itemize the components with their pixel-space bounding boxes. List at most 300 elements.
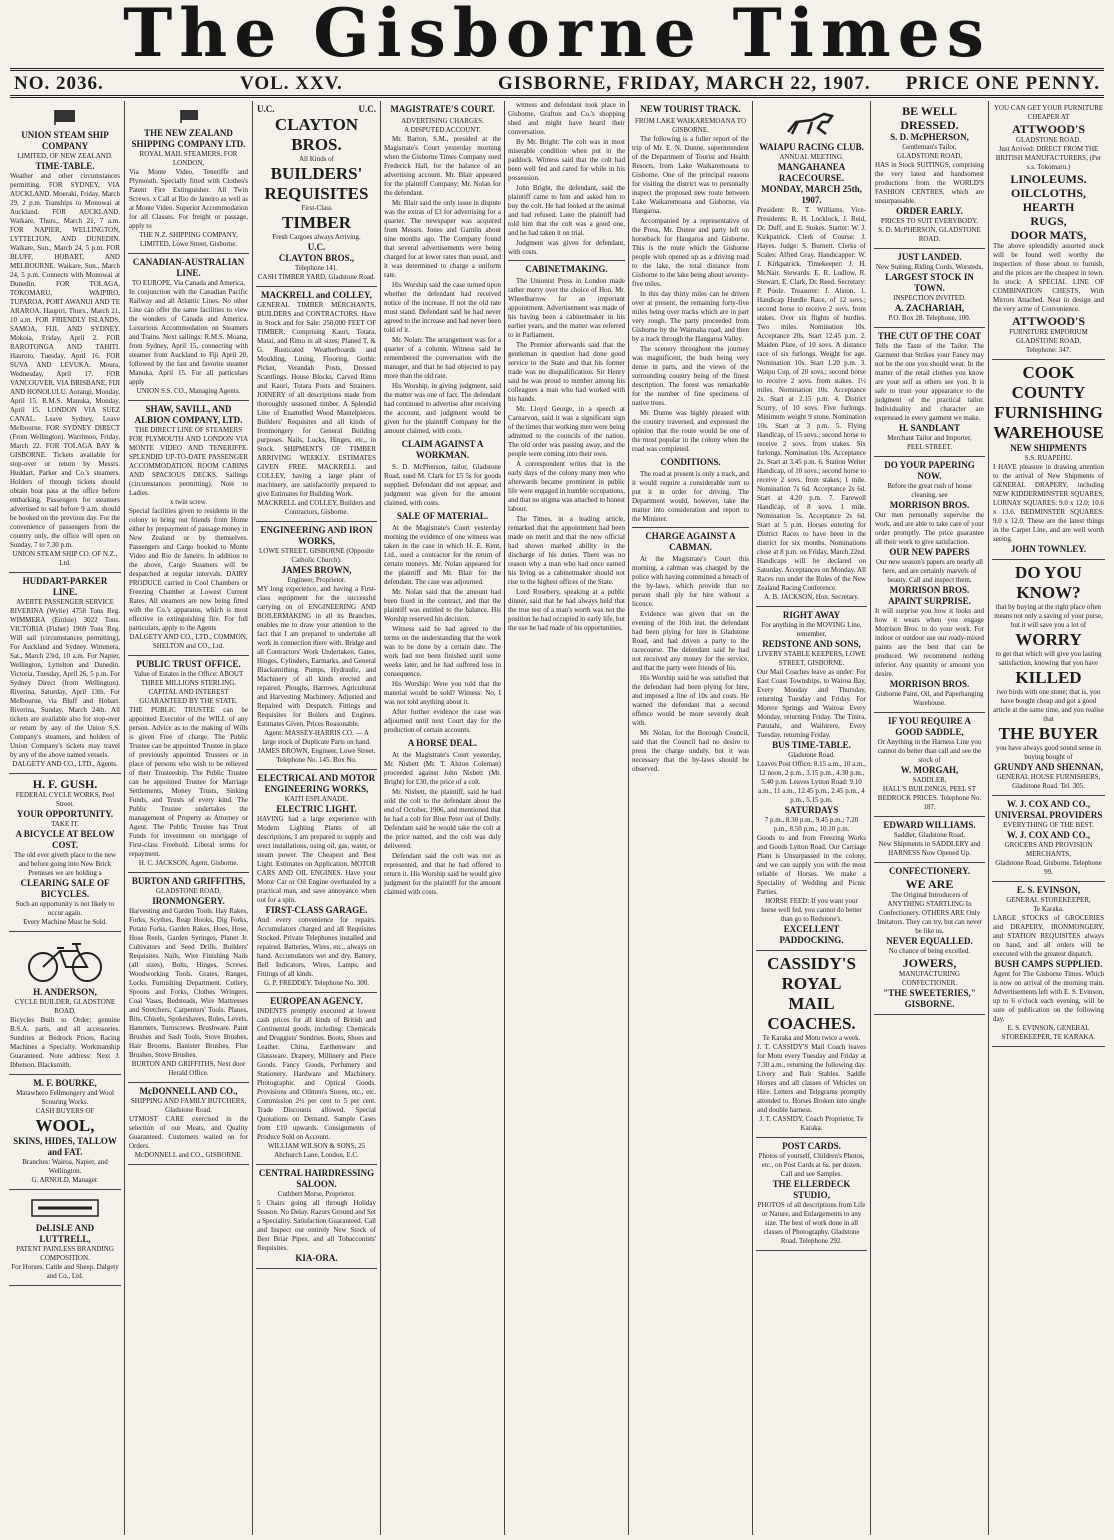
- ad-body: Bicycles Built to Order; genuine B.S.A. parts, and all accessories. Sundries at Bedrock Prices. Racing Machines a Specialty. Workmanship Guaranteed. Note address: Next J. Ibbetson, Blacksmith.: [10, 1016, 120, 1069]
- article-paragraph: Mr. Nolan said that the amount had been fixed in the contract, and that the plaintiff was entitled to the balance. His Worship reserved his decision.: [384, 588, 501, 623]
- ad-jowers: [874, 863, 985, 1015]
- column-1: [6, 101, 124, 1535]
- article-paragraph: Mr. Barton, S.M., presided at the Magistrate's Court yesterday morning when the Gisborne Times Company sued Frederick Hall, for the balance of an advertising account. Mr. Blair appeared for the plaintiff Company; Mr. Nolan for the defendant.: [384, 135, 501, 197]
- ad-public-trust: [128, 656, 249, 873]
- ad-line: x twin screw.: [169, 498, 208, 506]
- ad-title: REDSTONE AND SONS,: [762, 639, 861, 649]
- ad-delisle: [9, 1190, 121, 1286]
- ad-canadian-australian: [128, 254, 249, 401]
- column-fade: [629, 1511, 752, 1535]
- horse-icon: [782, 108, 842, 138]
- ad-heading: ENGINEERING AND IRON WORKS,: [260, 525, 373, 546]
- ad-body: that by buying at the right place often means not only a saving of your purse, but it will save you a lot of: [994, 603, 1103, 629]
- column-fade: [989, 1511, 1108, 1535]
- ad-subtitle: LIMITED, OF NEW ZEALAND.: [17, 152, 113, 160]
- ad-line: All Kinds of: [299, 155, 334, 163]
- ad-name: MORRISON BROS.: [889, 585, 970, 595]
- ad-body: Or Anything in the Harness Line you cannot do better than call and see the stock of: [877, 738, 982, 764]
- article-subheading: SALE OF MATERIAL.: [396, 511, 489, 521]
- ad-name: MORRISON BROS.: [889, 679, 970, 689]
- ad-line: GENERAL STOREKEEPER,: [1006, 896, 1091, 904]
- dateline-bar: [10, 68, 1104, 98]
- ad-title: THE ELLERDECK STUDIO,: [772, 1179, 851, 1200]
- ad-subtitle: LOWE STREET, GISBORNE (Opposite Catholic Church).: [259, 547, 374, 564]
- ad-title: COOK: [1022, 363, 1075, 382]
- ad-mcpherson: [874, 101, 985, 249]
- ad-bourke: [9, 1075, 121, 1190]
- article-paragraph: At the Magistrate's Court this morning, a cabman was charged by the police with having committed a breach of the by-laws, which provide that no person shall ply for hire without a licence.: [632, 555, 749, 608]
- ad-line: Gladstone Road, Gisborne. Telephone 99.: [995, 859, 1102, 876]
- ad-name: MORRISON BROS.: [889, 500, 970, 510]
- ad-heading: DO YOU KNOW?: [1015, 563, 1082, 602]
- ad-signature: THE N.Z. SHIPPING COMPANY, LIMITED, Lowe Street, Gisborne.: [139, 231, 238, 248]
- ad-title: COACHES.: [767, 1014, 856, 1033]
- ad-top-row: [257, 104, 376, 115]
- ad-signature: G. P. FREDDEY. Telephone No. 300.: [263, 979, 370, 987]
- column-2: [124, 101, 252, 1535]
- ad-title: McDONNELL AND CO.,: [139, 1086, 238, 1096]
- ad-line: SADDLER,: [912, 776, 947, 784]
- column-fade: [125, 1511, 252, 1535]
- ad-nz-shipping: [128, 101, 249, 254]
- article-paragraph: Mr. Blair said the only issue in dispute was the extras of £3 for advertising for a quarter. The newspaper was acquired from Messrs. Jones and Gamlin about nine months ago. The Company found that several advertisements were being charged for at lower rates than usual, and it was determined to charge a uniform rate.: [384, 199, 501, 279]
- ad-heading: IRONMONGERY.: [152, 896, 225, 906]
- article-subheading: A HORSE DEAL.: [407, 738, 478, 748]
- ad-subtitle: CYCLE BUILDER, GLADSTONE ROAD.: [14, 998, 116, 1015]
- ad-line: Fresh Cargoes always Arriving.: [272, 233, 361, 241]
- ad-title: CASSIDY'S: [767, 954, 856, 973]
- ad-body: HAVING had a large experience with Modern Lighting Plants of all descriptions, I am prepared to supply and erect installations, using oil, gas, water, or steam power. The Cheapest and Best Light. Estimates on Application. MOTOR CARS AND OIL ENGINES. Have your Motor Car or Oil Engine overhauled by a practical man, and save annoyance when out for a spin.: [257, 815, 376, 904]
- article-paragraph: At the Magistrate's Court yesterday, Mr. Nisbett (Mr. T. Alston Coleman) proceeded against John Nisbett (Mr. Bright) for £30, the price of a colt.: [384, 751, 501, 786]
- ad-heading: FIRST-CLASS GARAGE.: [265, 905, 368, 915]
- column-7: [752, 101, 870, 1535]
- article-paragraph: John Bright, the defendant, said the plaintiff came to him and asked him to buy the colt. He had looked at the animal and had refused. Later the plaintiff had told him that the colt was a good one, and he had taken it on trial.: [508, 184, 625, 237]
- ad-heading: POST CARDS.: [782, 1141, 841, 1151]
- ad-signature: UNION STEAM SHIP CO. OF N.Z., Ltd.: [12, 550, 118, 567]
- ad-line: MANUFACTURING CONFECTIONER.: [899, 970, 960, 987]
- ad-heading: KILLED: [1015, 668, 1082, 687]
- article-paragraph: By Mr. Bright: The colt was in most miserable condition when put in the paddock. Witness said that the colt had been well fed and cared for while in his possession.: [508, 138, 625, 182]
- ad-signature: DALGETY AND CO., LTD., COMMON, SHELTON and CO., Ltd.: [129, 633, 248, 650]
- article-subheading: ADVERTISING CHARGES.: [401, 117, 484, 125]
- column-fade: [871, 1511, 988, 1535]
- bicycle-icon: [26, 939, 104, 983]
- ad-heading: MONDAY, MARCH 25th, 1907.: [761, 184, 862, 205]
- columns: [6, 101, 1108, 1535]
- article-paragraph: Mr. Nolan: The arrangement was for a quarter of a column. Witness said he remembered the conversation with the manager, and that he had objected to pay more than the old rate.: [384, 336, 501, 380]
- ad-line: For anything in the MOVING Line, remember,: [761, 621, 862, 638]
- ad-subtitle: FEDERAL CYCLE WORKS, Peel Street.: [15, 791, 115, 808]
- ad-james-brown: [256, 522, 377, 770]
- ad-redstone: [756, 607, 867, 951]
- article-paragraph: After further evidence the case was adjourned until next Court day for the production of certain accounts.: [384, 708, 501, 734]
- ad-mcdonnell: [128, 1083, 249, 1165]
- bus-times: 7 p.m., 8.30 p.m., 9.45 p.m.; 7.20 p.m., 8.50 p.m., 10.10 p.m.: [764, 816, 859, 833]
- ad-body: UTMOST CARE exercised in the selection of our Meats, and Quality Guaranteed. Customers waited on for Orders.: [129, 1115, 248, 1150]
- ad-name: E. S. EVINSON,: [1016, 885, 1081, 895]
- ad-body: In conjunction with the Canadian Pacific Railway and all Atlantic Lines. No other Line can offer the same facilities to view the wonders of Canada and America. Luxurious Accommodation on Steamers and Trains. Next sailings: R.M.S. Moana, from Sydney, April 15, connecting with steamer from Auckland to Fiji April 20, followed by the fast and favorite steamer Manuka, April 15. For all particulars apply: [129, 288, 248, 386]
- ad-hairdressing: [256, 1165, 377, 1269]
- article-paragraph: S. D. McPherson, tailor, Gladstone Road, sued M. Clark for £5 5s for goods supplied. Defendant did not appear, and judgment was given for the amount claimed, with costs.: [384, 463, 501, 507]
- ad-title: THE NEW ZEALAND SHIPPING COMPANY LTD.: [131, 128, 246, 149]
- ad-heading: OUR NEW PAPERS: [889, 547, 970, 557]
- ad-name: W. MORGAH,: [900, 765, 959, 775]
- ad-heading: LARGEST STOCK IN TOWN.: [885, 272, 974, 293]
- ad-edward-williams: [874, 817, 985, 863]
- article-heading: CHARGE AGAINST A CABMAN.: [645, 531, 736, 552]
- ad-heading: BUILDERS': [270, 164, 363, 183]
- ad-line: First-Class: [301, 204, 332, 212]
- ad-line: Every Machine Must be Sold.: [23, 918, 107, 926]
- article-paragraph: Judgment was given for defendant, with costs.: [508, 239, 625, 256]
- ad-body: THE PUBLIC TRUSTEE can be appointed Executor of the WILL of any person. Advice as to the making of Wills is given Free of charge. The Public Trustee can be appointed Trustee in place of previously appointed Trustees or in place of persons who wish to be relieved of their Trusteeship. The Public Trustee can be appointed Trustee for Marriage Settlements, Money Trusts, Sinking Funds, and Trusts of every kind. The Public Trustee undertakes the management of Property as Attorney or Agent. The Public Trustee has Trust Funds for investment on mortgage of First-class Freehold. Liberal terms for repayment.: [129, 706, 248, 858]
- ad-subtitle: Matawhero Fellmongery and Wool Scouring Works.: [16, 1089, 114, 1106]
- article-paragraph: His Worship: Were you told that the material would be sold? Witness: No, I was not told anything about it.: [384, 680, 501, 706]
- ad-body: Special facilities given to residents in the colony to bring out friends from Home either by prepayment of passage money in New Zealand or by themselves. Passengers and Cargo booked to Monte Video and Rio de Janeiro. In addition to the above, Cargo Steamers will be despatched at regular intervals. DAIRY PRODUCE carried in Cool Chambers or Freezing Chamber at Lowest Current Rates. All steamers are now being fitted with the Co.'s apparatus, which is most effective in extinguishing fire. For full particulars, apply to the Agents: [129, 507, 248, 632]
- ad-huddart-parker: [9, 573, 121, 774]
- ad-body: MY long experience, and having a First-class equipment for the successful carrying on of ENGINEERING AND BOILERMAKING in all its Branches, enables me to draw your attention to the fact that I am prepared to undertake all work in connection there with. Bridge and all Contractors' Work Undertaken. Gates, Hinges, Cylinders, Earmarks, and General Blacksmithing. Pumps, Hydraulic, and Machinery of all kinds erected and repaired. Ploughs, Harrows, Agricultural and Harvesting Machinery. Adjusted and Repaired with Despatch. Fittings and Requisites for Boilers and Engines. Estimates Given. Prices Reasonable.: [257, 585, 376, 728]
- ad-sandlant: [874, 328, 985, 457]
- ad-line: YOU CAN GET YOUR FURNITURE CHEAPER AT: [993, 104, 1104, 121]
- article-paragraph: His Worship said the case turned upon whether the defendant had received notice of the increase. If not the old rate must stand. Defendant said he had never agreed to the increase and had never been told of it.: [384, 281, 501, 334]
- masthead: [0, 0, 1114, 72]
- ad-title: CLAYTON BROS.: [274, 115, 359, 154]
- ad-grundy-shennan: [992, 560, 1105, 796]
- ad-heading: SATURDAYS: [784, 805, 839, 815]
- ad-subtitle: AVERTE PASSENGER SERVICE: [16, 598, 114, 606]
- ad-title: BE WELL DRESSED.: [900, 104, 959, 132]
- ad-gush: [9, 774, 121, 932]
- ad-body: HAS in Stock SUITINGS, comprising the very latest and handsomest productions from the WORLD'S FASHION CENTRES, which are unsurpassable.: [875, 161, 984, 205]
- ad-name: S. D. McPHERSON,: [890, 132, 969, 142]
- ad-line: CASH TIMBER YARD, Gladstone Road.: [257, 273, 376, 281]
- ad-title: BURTON AND GRIFFITHS,: [131, 876, 246, 886]
- ad-name: EDWARD WILLIAMS.: [883, 820, 976, 830]
- article-paragraph: Lord Rosebery, speaking at a public dinner, said that he had always held that the true test of a man's worth was not the position he had occupied in early life, but the use he had made of his opportunities.: [508, 588, 625, 632]
- ad-heading: THE CUT OF THE COAT: [877, 331, 982, 341]
- ad-wj-cox: [992, 796, 1105, 882]
- ad-heading: THE BUYER: [998, 724, 1099, 743]
- column-fade: [505, 1511, 628, 1535]
- ad-heading: UNIVERSAL PROVIDERS: [994, 810, 1103, 820]
- ad-title: UNION STEAM SHIP COMPANY: [21, 130, 109, 151]
- column-9: [988, 101, 1108, 1535]
- ad-line: Engineer, Proprietor.: [287, 576, 346, 584]
- ad-subtitle: ANNUAL MEETING.: [779, 153, 844, 161]
- ad-title: CANADIAN-AUSTRALIAN LINE.: [132, 257, 245, 278]
- ad-line: New Suiting, Riding Cords, Worsteds,: [875, 263, 984, 271]
- article-paragraph: Evidence was given that on the evening of the 16th inst. the defendant had been plying for hire in Gladstone Road, and had driven a party to the racecourse. The defendant said he had not received any money for the service, and that the party were friends of his.: [632, 610, 749, 672]
- ad-subtitle: LIVERY STABLE KEEPERS, LOWE STREET, GISBORNE.: [757, 650, 866, 667]
- article-paragraph: The scenery throughout the journey was magnificent, the bush being very dense in parts, and the views of the surrounding country being of the finest description. The forest was remarkable for the number of fine specimens of native trees.: [632, 345, 749, 407]
- ad-heading: BUSH CAMPS SUPPLIED.: [994, 959, 1103, 969]
- column-5: [504, 101, 628, 1535]
- ad-body: Our men personally supervise the work, and are able to take care of your order promptly. The price guarantee all their work to give satisfaction.: [875, 511, 984, 546]
- column-fade: [753, 1511, 870, 1535]
- ad-heading: BUS TIME-TABLE.: [772, 740, 851, 750]
- ad-body: you have always good sound sense in buying bought of: [996, 744, 1101, 761]
- ad-heading: DO YOUR PAPERING NOW.: [884, 460, 975, 481]
- ad-european-agency: [256, 993, 377, 1165]
- ad-signature: BURTON AND GRIFFITHS, Next door Herald Office.: [131, 1060, 246, 1077]
- ad-body: to get that which will give you lasting satisfaction, knowing that you have: [995, 650, 1102, 667]
- ad-body: I HAVE pleasure in drawing attention to the arrival of New Shipments of GENERAL DRAPERY, including NEW KIDDERMINSTER SQUARES, LORNAY SQUARES: 9.0 x 12.0; 10.6 x 13.6. BEDMINSTER SQUARES: 9.0 x 12.0. These are the latest things in the Carpet Line, and are well worth seeing.: [993, 463, 1104, 543]
- ad-heading: WOOL,: [35, 1116, 95, 1135]
- ad-body: It will surprise you how it looks and how it wears when you engage Morrison Bros. to do your work. For indoor or outdoor use our ready-mixed paints are the best that can be produced. We recommend nothing inferior. Any quantity or amount you desire.: [875, 607, 984, 678]
- ad-line: S.S. RUAPEHU.: [1024, 454, 1073, 462]
- ad-title: ROYAL MAIL: [781, 974, 842, 1013]
- ad-heading: IF YOU REQUIRE A GOOD SADDLE,: [887, 716, 972, 737]
- ad-line: PRICES TO SUIT EVERYBODY.: [880, 217, 979, 225]
- ad-heading: APAINT SURPRISE.: [888, 596, 971, 606]
- ad-line: FURNITURE EMPORIUM: [1009, 328, 1088, 336]
- ad-signature: JAMES BROWN, Engineer, Lowe Street. Telephone No. 145. Box No.: [257, 747, 376, 764]
- ad-heading: EXCELLENT PADDOCKING.: [779, 924, 844, 945]
- ad-subtitle: TO EUROPE, Via Canada and America,: [131, 279, 246, 287]
- ad-heading: HEARTH: [1022, 200, 1075, 214]
- ad-signature: DALGETY AND CO., LTD., Agents.: [12, 760, 118, 768]
- article-paragraph: The Times, in a leading article, remarked that the appointment had been made on merit and that the new official had shown marked ability in the discharge of his duties. There was no reason why a man who had once earned his living as a cabinetmaker should not rise to the highest offices of the State.: [508, 515, 625, 586]
- ad-title: M. F. BOURKE,: [33, 1078, 97, 1088]
- ad-line: GENERAL HOUSE FURNISHERS,: [996, 773, 1101, 781]
- ad-heading: TIMBER: [282, 213, 351, 232]
- article-subheading: CLAIM AGAINST A WORKMAN.: [401, 439, 484, 460]
- ad-heading: A BICYCLE AT BELOW COST.: [15, 829, 115, 850]
- uc-mark: U.C.: [307, 242, 326, 252]
- trademark-icon: [30, 1197, 100, 1219]
- ad-body: PHOTOS of all descriptions from Life or Nature, and Enlargements to any size. The best of work done in all classes of Photography. Gladstone Road. Telephone 292.: [757, 1201, 866, 1245]
- ad-heading: CONFECTIONERY.: [888, 866, 971, 876]
- ad-subtitle: CAPITAL AND INTEREST GUARANTEED BY THE STATE.: [139, 688, 238, 705]
- ad-cassidy: [756, 951, 867, 1138]
- ad-heading: WORRY: [1015, 630, 1082, 649]
- article-paragraph: Accompanied by a representative of the Press, Mr. Dunne and party left on horseback for Hangaroa and Gisborne. This is the route which the Gisborne people wish opened up as a driving road to the lake, the total distance from Gisborne to the lake being about seventy-five miles.: [632, 217, 749, 288]
- ad-body: Our new season's papers are nearly all here, and are certainly marvels of beauty. Call and inspect them.: [876, 558, 983, 584]
- ad-heading: LINOLEUMS.: [1010, 172, 1087, 186]
- article-paragraph: The following is a fuller report of the trip of Mr. E. N. Dunne, superintendent of the Department of Tourist and Health Resorts, from Lake Waikaremoana to Gisborne. One of the principal reasons for visiting the district was to personally inspect the proposed new route between Lake Waikaremoana and Gisborne, via Hangaroa.: [632, 135, 749, 215]
- ad-signature: KIA-ORA.: [295, 1253, 338, 1263]
- ad-heading: RIGHT AWAY: [782, 610, 841, 620]
- ad-body: The Original Introducers of ANYTHING STARTLING In Confectionery. OTHERS ARE Only Imitators. They can try, but can never be like us.: [877, 891, 982, 935]
- ad-body: Before the great rush of house cleaning, see: [887, 482, 972, 499]
- ad-body: President: R. T. Williams. Vice-Presidents: R. H. Locklock, J. Reid, Dr. Duff, and E. Stokes. Starter: W. J. Kirkpatrick. Clerk of Course: J. Hayes. Judge: S. Burnett. Clerks of Scales: Alfred Gray. Handicapper: W. J. Kirkpatrick. Timekeeper: J. H. McNair. Stewards: E. R. Ludlow, R. Stewart, E. Clark, Dr. Reed. Secretary: P. Poole. Treasurer: J. Alston. 1. Handicap Hurdle Race, of 12 sovs.; second horse to receive 2 sovs. from stakes. Over six flights of hurdles. Two miles. Nomination 10s. Acceptance 20s. Start 12.45 p.m. 2. Maiden Plate, of 10 sovs. A distance race of six furlongs. Weight for age. Nomination 10s. Start 1.20 p.m. 3. Waipu Cup, of 20 sovs.; second horse to receive 2 sovs. from stakes. 1½ miles. Nomination 10s. Acceptance 2s. Start at 2.15 p.m. 4. District Scurry, of 10 sovs. Five furlongs. Minimum weight 9 stone. Nomination 10s. Start at 3 p.m. 5. Flying Handicap, of 15 sovs.; second horse to receive 2 sovs. from stakes. Six furlongs. Nomination 10s. Acceptance 2s. Start at 3.45 p.m. 6. Station Welter Handicap, of 10 sovs.; second horse to receive 2 sovs. from stakes; 1 mile. Nomination 7s 6d. Acceptance 2s 6d. Start at 4.20 p.m. 7. Farewell Handicap, of 8 sovs. 1 mile. Nomination 5s. Acceptance 2s 6d. Start at 5 p.m. Horses entering for District Races to have been in the district for six months. Nominations close at 8 p.m. on Friday, March 22nd. Handicaps will be declared on Saturday. Acceptances on Monday. All Races run under the Rules of the New Zealand Racing Conference.: [757, 206, 866, 592]
- ad-line: Te Karaka.: [1033, 905, 1064, 913]
- issue-number: NO. 2036.: [14, 73, 104, 94]
- ad-body: Agent for The Gisborne Times. Which is now on arrival of the morning train. Advertisements left with E. S. Evinson, up to 6 o'clock each evening, will be sure of publication on the following day.: [993, 970, 1104, 1023]
- ad-title: PUBLIC TRUST OFFICE.: [136, 659, 241, 669]
- uc-mark: U.C.: [257, 104, 275, 114]
- ad-morrison: [874, 457, 985, 713]
- ad-signature: JOHN TOWNLEY.: [1010, 544, 1087, 554]
- bus-times: Leaves Post Office: 8.15 a.m., 10 a.m., 12 noon, 2 p.m., 3.15 p.m., 4.30 p.m., 5.40 p.m. Leaves Lytton Road: 9.10 a.m., 11 a.m., 12.45 p.m., 2.45 p.m., 4 p.m., 5.15 p.m.: [757, 760, 866, 804]
- ad-attwoods: [992, 101, 1105, 360]
- ad-subtitle: Value of Estates in the Office: ABOUT THREE MILLIONS STERLING.: [133, 670, 244, 687]
- article-paragraph: The road at present is only a track, and it would require a considerable sum to put it in order for driving. The Department would, however, take the matter into consideration and report to the Minister.: [632, 470, 749, 523]
- ad-subtitle: Gladstone Road.: [788, 751, 835, 759]
- ad-name: JOWERS,: [902, 956, 957, 970]
- ad-body: For Horses, Cattle and Sheep. Dalgety and Co., Ltd.: [11, 1263, 119, 1280]
- ad-heading: WE ARE: [905, 877, 954, 891]
- flag-icon: [52, 108, 78, 126]
- ad-cook-county: [992, 360, 1105, 560]
- ad-title: H. F. GUSH.: [32, 777, 98, 791]
- divider: [508, 260, 625, 261]
- ad-title: DeLISLE AND LUTTRELL,: [35, 1223, 95, 1244]
- ad-body: Harvesting and Garden Tools. Hay Rakes, Forks, Scythes, Reap Hooks, Dig Forks, Potato Forks, Garden Rakes, Hoes, Hose, Hose Reels, Garden Syringes, Planet Jr. Cultivators and Seed Drills. Builders' Requisites. Nails, Wire Finishing Nails (all sizes), Bolts, Hinges, Screws. Woodworking Tools. Grates, Ranges, Locks. Furnishing Department. Cutlery, Spoons and Forks, Clothes Wringers, Coal Vases, Bedsteads, Wire Mattresses and Stretchers. Carpenters' Tools. Planes, Bits, Chisels, Spokeshaves, Rules, Levels, Hammers, Turnscrews. Brushware. Paint Brushes and Sash Tools, Stove Brushes, Hair Brooms, Banister Brushes, Flue Brushes, Stove Brushes.: [129, 907, 248, 1059]
- ad-signature: MACKRELL and COLLEY, Builders and Contractors, Gisborne.: [257, 499, 376, 516]
- article-paragraph: Mr. Dunne was highly pleased with the country traversed, and expressed the opinion that the route would be one of the most popular in the colony when the road was completed.: [632, 409, 749, 453]
- ad-heading: MANGAHANEA RACECOURSE.: [777, 162, 846, 183]
- ad-subtitle: THE DIRECT LINE OF STEAMERS: [134, 426, 243, 434]
- ad-body: RIVERINA (Wylie) 4758 Tons Reg. WIMMERA (Emlsie) 3022 Tons. VICTORIA (Fisher) 1969 Tons Reg. Will sail (circumstances permitting), For Auckland and Sydney. Wimmera, Sat., March 23rd, 10 a.m. For Napier, Wellington, Lyttelton and Dunedin. Victoria, Tuesday, April 26, 5 p.m. For Sydney Direct (from Wellington). Riverina, Saturday, April 13th. For Melbourne, via Bluff and Hobart. Riverina, Sunday, March 24th. All tickets are available also for stop-over or return by any of the Union S.S. Company's steamers, and holders of Union Company's tickets may travel by any of the above named vessels.: [10, 607, 120, 759]
- ad-signature: WILLIAM WILSON & SONS, 25 Abchurch Lane, London, E.C.: [267, 1142, 366, 1159]
- ad-body: Goods to and from Freezing Works and Goods Lytton Road. Our Carriage Plant is Unsurpassed in the colony, and we can supply you with the most reliable of Horses. We make a Speciality of Wedding and Picnic Parties.: [757, 834, 866, 896]
- ad-heading: TIME-TABLE.: [35, 161, 95, 171]
- column-6: [628, 101, 752, 1535]
- article-subheading: A DISPUTED ACCOUNT.: [404, 126, 481, 134]
- ad-body: INDENTS promptly executed at lowest cash prices for all kinds of British and Continental goods, including: Chemicals and Druggists' Sundries. Boots, Shoes and Leather. China, Earthenware and Glassware. Drapery, Millinery and Piece Goods. Fancy Goods, Perfumery and Stationery. Hardware and Machinery. Photographic and Optical Goods. Provisions and Oilmen's Stores, etc., etc. Commission 2½ per cent to 5 per cent. Trade Discounts allowed. Special Quotations on Demand. Sample Cases from £10 upwards. Consignments of Produce Sold on Account.: [257, 1007, 376, 1141]
- ad-title: H. ANDERSON,: [33, 987, 97, 997]
- ad-title: WAIAPU RACING CLUB.: [759, 142, 864, 152]
- ad-line: Telephone 141.: [294, 264, 339, 272]
- article-heading: NEW TOURIST TRACK.: [640, 104, 741, 114]
- ad-title: JAMES BROWN,: [281, 565, 352, 575]
- article-paragraph: witness and defendant took place in Gisborne, Grafton and Co.'s shopping shed and might have heard their conversation.: [508, 101, 625, 136]
- ad-body: New Shipments in SADDLERY and HARNESS Now Opened Up.: [878, 840, 981, 857]
- ad-electrical: [256, 770, 377, 993]
- ad-body: And every convenience for repairs. Accumulators charged and all Requisites Stocked. Private Telephones installed and repaired. Batteries, Wires, etc., always on hand. Accumulators wet and dry. Battery, Bell Indicators, Wires, Lamps, and Fittings of all kinds.: [257, 916, 376, 978]
- ad-heading: ORDER EARLY.: [896, 206, 963, 216]
- article-subheading: CONDITIONS.: [660, 457, 721, 467]
- volume-number: VOL. XXV.: [240, 73, 343, 94]
- ad-heading: CLEARING SALE OF BICYCLES.: [20, 878, 110, 899]
- ad-anderson: [9, 932, 121, 1075]
- ad-heading: RUGS,: [1030, 214, 1067, 228]
- ad-signature: UNION S.S. CO., Managing Agents.: [136, 387, 241, 395]
- ad-heading: NEW SHIPMENTS: [1010, 443, 1087, 453]
- ad-mackrell-colley: [256, 287, 377, 522]
- article-paragraph: Mr. Nisbett, the plaintiff, said he had sold the colt to the defendant about the end of October, 1906, and mentioned that he had a colt for Blue Peter out of Dolly. Defendant said he would take the colt at the price named, and the colt was duly delivered.: [384, 788, 501, 850]
- ad-morgah: [874, 713, 985, 817]
- article-heading: CABINETMAKING.: [525, 264, 608, 274]
- ad-body: The old ever giveth place to the new and before going into New Brick Premises we are holding a: [13, 851, 117, 877]
- ad-line: PEEL STREET.: [906, 443, 953, 451]
- ad-line: INSPECTION INVITED.: [893, 294, 966, 302]
- ad-line: Gladstone Road. Tel. 305.: [1012, 782, 1085, 790]
- ad-ellerdeck: [756, 1138, 867, 1251]
- ad-line: Gentleman's Tailor,: [902, 143, 957, 151]
- ad-signature: McDONNELL and CO., GISBORNE.: [134, 1151, 243, 1159]
- ad-subtitle: ROYAL MAIL STEAMERS, FOR LONDON,: [139, 150, 238, 167]
- ad-line: HORSE FEED: If you want your horse well fed, you cannot do better than go to Redstone's.: [761, 897, 862, 923]
- ad-subtitle: Te Karaka and Motu twice a week.: [762, 1034, 861, 1042]
- article-paragraph: The Unionist Press in London made rather merry over the choice of Hon. Mr. Wheelbarrow for an important appointment. Advertisement was made of his having been a cabinetmaker in his earlier years, and the matter was referred to in Parliament.: [508, 277, 625, 339]
- article-paragraph: Mr. Nolan, for the Borough Council, said that the Council had no desire to press the charge unduly, but it was necessary that the by-laws should be observed.: [632, 729, 749, 773]
- ad-line: SKINS, HIDES, TALLOW and FAT.: [13, 1136, 117, 1157]
- ad-signature: S. D. McPHERSON, GLADSTONE ROAD.: [878, 226, 981, 243]
- ad-heading: DOOR MATS,: [1010, 228, 1087, 242]
- ad-body: J. T. CASSIDY'S Mail Coach leaves for Motu every Tuesday and Friday at 7.30 a.m., returning the following day. Livery and Bait Stables. Saddle Horses and all classes of Vehicles on Hire. Letters and Telegrams promptly attended to. Horses Broken into single and double harness.: [757, 1043, 866, 1114]
- ad-name: GRUNDY AND SHENNAN,: [994, 762, 1103, 772]
- ad-title: ATTWOOD'S: [1011, 122, 1086, 136]
- column-8: [870, 101, 988, 1535]
- article-paragraph: Mr. Lloyd George, in a speech at Carnarvon, said it was a significant sign of the times that working men were being admitted to the councils of the nation. The old order was passing away, and the people were coming into their own.: [508, 405, 625, 458]
- ad-burton-griffiths: [128, 873, 249, 1083]
- ad-subtitle: SHIPPING AND FAMILY BUTCHERS, Gladstone Road.: [130, 1097, 247, 1114]
- ad-body: GENERAL TIMBER MERCHANTS, BUILDERS and CONTRACTORS. Have in Stock and for Sale: 250,000 FEET OF TIMBER, Comprising Kauri, Totara, Matai, and Rimu in all sizes; Planed T. & G. Rusticated Weatherboards and Moulding, Lining, Flooring, Gothic Picket, Verandah Posts, Dressed Scantlings. House Blocks, Carved Rimu and Kauri, Totara Posts and Strainers. JOINERY of all descriptions made from thoroughly seasoned timber. A Splendid Line of Enamelled Wood Mantelpieces. Builders' Requisites and all kinds of Ironmongery for General Building purposes. Nails, Locks, Hinges, etc., in Stock. SHIPMENTS OF TIMBER ARRIVING WEEKLY. ESTIMATES GIVEN FREE. MACKRELL and COLLEY, having a large plant of machinery, are satisfactorily prepared to give Estimates for Building Work.: [257, 301, 376, 498]
- ad-title: WAREHOUSE: [993, 423, 1104, 442]
- ad-title: FURNISHING: [994, 403, 1103, 422]
- ad-signature: H. C. JACKSON, Agent, Gisborne.: [138, 859, 239, 867]
- ad-signature: E. S. EVINSON, GENERAL STOREKEEPER, TE KARAKA.: [1001, 1024, 1096, 1041]
- ad-line: GLADSTONE ROAD,: [1015, 337, 1082, 345]
- article-paragraph: At the Magistrate's Court yesterday morning the evidence of one witness was taken in the case in which H. E. Kent, Ltd., sued a contractor for the return of certain moneys. Mr. Nolan appeared for the plaintiff and Mr. Blair for the defendant. The case was adjourned.: [384, 524, 501, 586]
- ad-signature: G. ARNOLD, Manager.: [31, 1176, 99, 1184]
- ad-line: GLADSTONE ROAD.: [1015, 136, 1082, 144]
- ad-zachariah: [874, 249, 985, 328]
- ad-waiapu-racing: [756, 101, 867, 607]
- ad-union-steam: [9, 101, 121, 573]
- ad-signature: "THE SWEETERIES," GISBORNE.: [883, 988, 976, 1009]
- article-paragraph: His Worship said he was satisfied that the defendant had been plying for hire, and imposed a fine of 10s and costs. He warned the defendant that a second offence would be more severely dealt with.: [632, 674, 749, 727]
- ad-line: Telephone: 347.: [1026, 346, 1071, 354]
- ad-body: two birds with one stone; that is, you have bought cheap and got a good article at the same time, and you realise that: [993, 688, 1104, 723]
- flag-icon: [178, 108, 200, 124]
- ad-body: Via Monte Video, Teneriffe and Plymouth. Specially fitted with Clothes's Patent Fire Extinguisher. All Twin Screws. x Call at Rio de Janeiro as well as at Monte Video. Superior Accommodation for all Classes. For freight or passage, apply to: [129, 168, 249, 230]
- ad-body: Our Mail Coaches leave as under: For East Coast Townships, to Wairoa Bay, Every Monday and Thursday, returning Tuesday and Friday. For Morere Springs and Wairoa: Every Monday, returning Friday. The Tinira, Patutahi, and Waihirere, Every Tuesday, returning Friday.: [757, 668, 866, 739]
- ad-signature: A. B. JACKSON, Hon. Secretary.: [763, 593, 859, 601]
- ad-body: FOR PLYMOUTH AND LONDON VIA MONTE VIDEO AND TENERIFFE. SPLENDID UP-TO-DATE PASSENGER ACCOMMODATION. ROOM CABINS AND SPACIOUS DECKS. Sailings (circumstances permitting). Note to Ladies.: [129, 435, 248, 497]
- ad-body: Just Arrived: DIRECT FROM THE BRITISH MANUFACTURERS, (Per s.s. Tokomaru.): [995, 145, 1102, 171]
- column-4: [380, 101, 504, 1535]
- divider: [632, 527, 749, 528]
- ad-body: The above splendidly assorted stock will be found well worthy the inspection of those about to furnish, and the prices are the cheapest in town. In stock: A SPECIAL LINE OF COMBINATION CHESTS, With Mirrors Attached. Neat in design and the very acme of Convenience.: [993, 242, 1104, 313]
- price: PRICE ONE PENNY.: [905, 73, 1100, 94]
- ad-line: Branches: Wairoa, Napier, and Wellington.: [22, 1158, 108, 1175]
- ad-evinson: [992, 882, 1105, 1047]
- ad-line: EVERYTHING OF THE BEST.: [1003, 821, 1094, 829]
- ad-line: Gisborne Paint, Oil, and Paperhanging Warehouse.: [875, 690, 984, 707]
- ad-line: CASH BUYERS OF: [35, 1107, 95, 1115]
- article-subheading: FROM LAKE WAIKAREMOANA TO GISBORNE.: [634, 117, 747, 134]
- ad-line: GROCERS AND PROVISION MERCHANTS,: [1004, 841, 1093, 858]
- dateline: GISBORNE, FRIDAY, MARCH 22, 1907.: [498, 73, 871, 94]
- ad-heading: REQUISITES: [264, 184, 369, 203]
- article-paragraph: Defendant said the colt was not as represented, and that he had offered to return it. His Worship said he would give judgment for the plaintiff for the amount claimed with costs.: [384, 852, 501, 896]
- ad-body: 5 Chairs going all through Holiday Season. No Delay. Razors Ground and Set a Speciality. Satisfaction Guaranteed. Call and Inspect our entirely New Stock of Best Briar Pipes, and all Tobacconists' Requisites.: [257, 1199, 376, 1252]
- ad-line: Saddler, Gladstone Road.: [893, 831, 966, 839]
- column-3: [252, 101, 380, 1535]
- column-fade: [6, 1511, 124, 1535]
- ad-name: W. J. COX AND CO.,: [1006, 799, 1091, 809]
- article-heading: MAGISTRATE'S COURT.: [390, 104, 495, 114]
- ad-heading: ELECTRIC LIGHT.: [276, 804, 357, 814]
- ad-line: No chance of being excelled.: [888, 947, 971, 955]
- ad-body: Tells the Taste of the Tailor. The Garment that Strikes your Fancy may not be the one you should wear. In the matter of the retail clothes you know are your self as others see you. It is safe to trust your appearance to the judgment of the practical tailor. Individuality and character are expressed in every garment we make.: [875, 342, 984, 422]
- ad-line: GLADSTONE ROAD,: [896, 152, 963, 160]
- ad-line: TAKE IT.: [51, 820, 79, 828]
- ad-heading: NEVER EQUALLED.: [886, 936, 973, 946]
- ad-name: A. ZACHARIAH,: [894, 303, 965, 313]
- ad-subtitle: GLADSTONE ROAD,: [155, 887, 222, 895]
- ad-title: EUROPEAN AGENCY.: [270, 996, 363, 1006]
- ad-heading: YOUR OPPORTUNITY.: [16, 809, 114, 819]
- ad-title: SHAW, SAVILL, AND ALBION COMPANY, LTD.: [134, 404, 243, 425]
- article-paragraph: The Premier afterwards said that the gentleman in question had done good service to the State and that his former trade was no disqualification. Sir Henry said he was proud to number among his colleagues a man who had worked with his hands.: [508, 341, 625, 403]
- ad-line: Agent: MASSEY-HARRIS CO. — A large stock of Duplicate Parts on hand.: [262, 729, 371, 746]
- ad-heading: JUST LANDED.: [897, 252, 962, 262]
- masthead-title: The Gisborne Times: [123, 0, 991, 72]
